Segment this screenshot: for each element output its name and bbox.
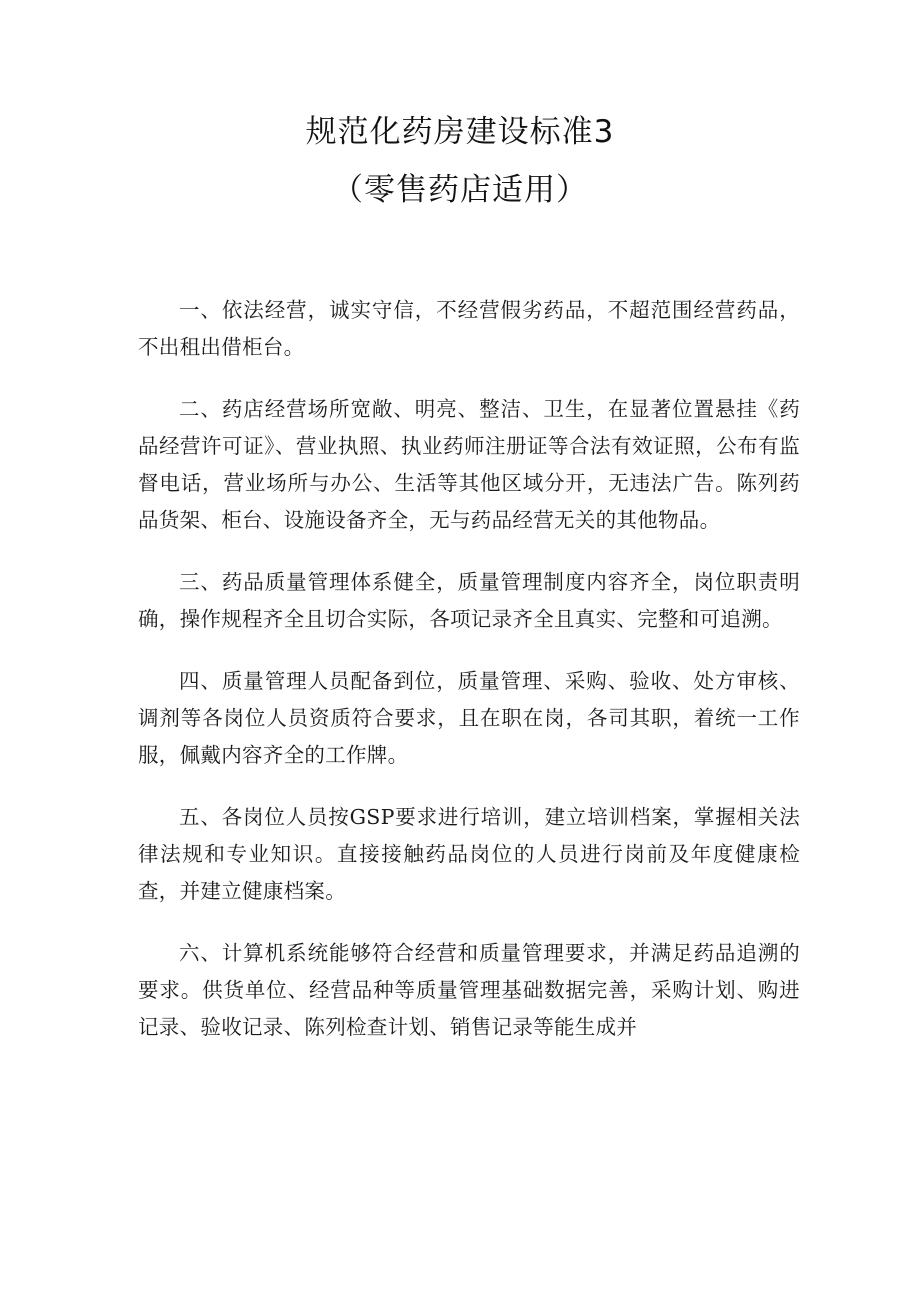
- paragraph-2: 二、药店经营场所宽敞、明亮、整洁、卫生，在显著位置悬挂《药品经营许可证》、营业执照、执业药师注册证等合法有效证照，公布有监督电话，营业场所与办公、生活等其他区域分开，无违法广告。陈列药品货架、柜台、设施设备齐全，无与药品经营无关的其他物品。: [138, 397, 800, 532]
- document-title: 规范化药房建设标准3: [305, 114, 615, 150]
- paragraph-3: 三、药品质量管理体系健全，质量管理制度内容齐全，岗位职责明确，操作规程齐全且切合实际，各项记录齐全且真实、完整和可追溯。: [138, 570, 800, 631]
- document-subtitle: （零售药店适用）: [332, 172, 588, 208]
- paragraph-4: 四、质量管理人员配备到位，质量管理、采购、验收、处方审核、调剂等各岗位人员资质符合要求，且在职在岗，各司其职，着统一工作服，佩戴内容齐全的工作牌。: [138, 669, 800, 767]
- document-body: [138, 292, 800, 1071]
- paragraph-1: 一、依法经营，诚实守信，不经营假劣药品，不超范围经营药品，不出租出借柜台。: [138, 298, 800, 359]
- paragraph-6: 六、计算机系统能够符合经营和质量管理要求，并满足药品追溯的要求。供货单位、经营品种等质量管理基础数据完善，采购计划、购进记录、验收记录、陈列检查计划、销售记录等能生成并: [138, 941, 800, 1039]
- paragraph-5: 五、各岗位人员按GSP要求进行培训，建立培训档案，掌握相关法律法规和专业知识。直接接触药品岗位的人员进行岗前及年度健康检查，并建立健康档案。: [138, 805, 800, 903]
